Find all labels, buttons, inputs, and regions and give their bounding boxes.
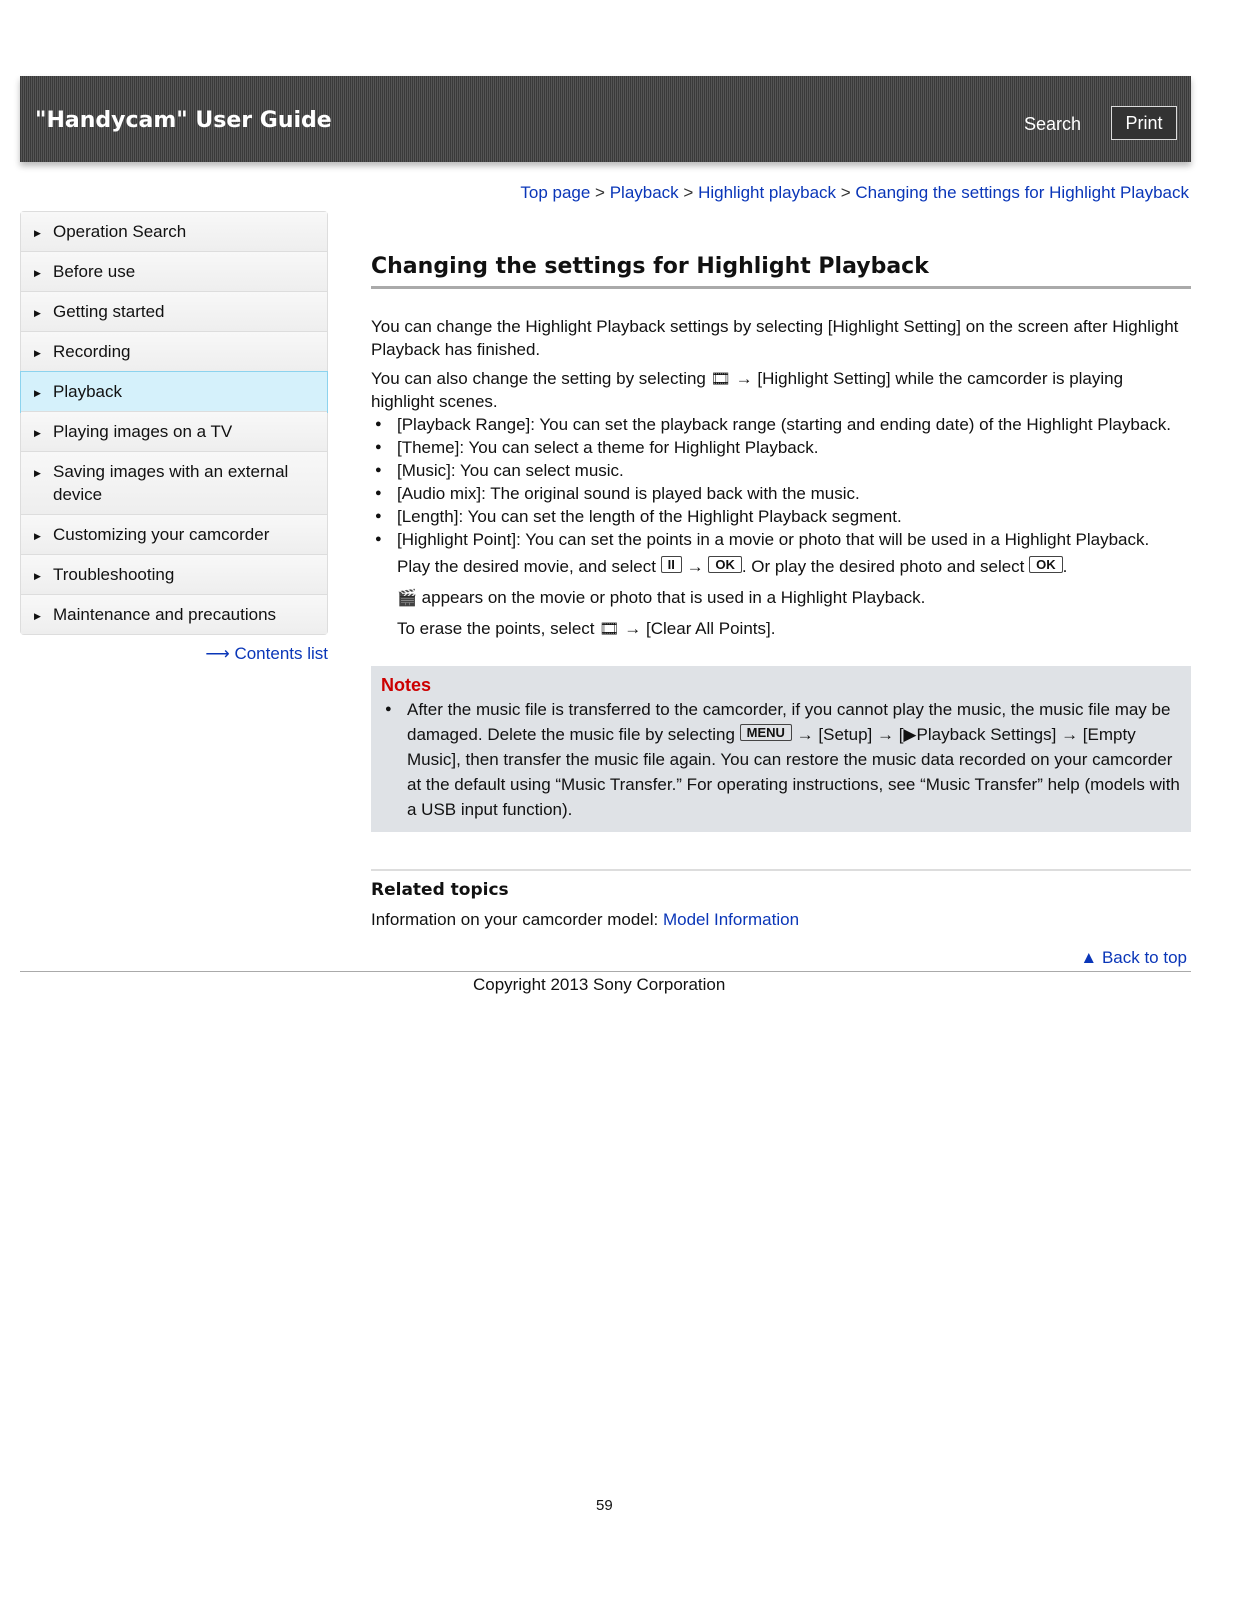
page-title: Changing the settings for Highlight Playback: [371, 255, 1191, 289]
arrow-icon: ▶: [34, 531, 41, 541]
arrow-icon: ▶: [34, 348, 41, 358]
sidebar-item[interactable]: ▶ Before use: [21, 252, 327, 292]
page-number: 59: [596, 1497, 613, 1514]
arrow-icon: ▶: [34, 228, 41, 238]
up-triangle-icon: ▲: [1080, 948, 1098, 967]
list-item: ● [Music]: You can select music.: [397, 459, 1191, 482]
arrow-icon: ▶: [34, 308, 41, 318]
sidebar-item[interactable]: ▶ Playing images on a TV: [21, 412, 327, 452]
breadcrumb-current[interactable]: Changing the settings for Highlight Playback: [855, 183, 1189, 202]
sidebar-item[interactable]: ▶ Operation Search: [21, 212, 327, 252]
main-content: [371, 255, 1191, 996]
intro-text-2: You can also change the setting by selecting 🎞 → [Highlight Setting] while the camcorder is playing highlight scenes.: [371, 369, 1124, 411]
related-title: Related topics: [371, 880, 509, 900]
arrow-icon: ▶: [34, 428, 41, 438]
highlight-point-detail: Play the desired movie, and select II → OK . Or play the desired photo and select OK . 🎬 appears on the movie or photo that is used in a Highlight Playback. To erase the points, select 🎞 → [Clear All Points].: [397, 557, 1068, 638]
breadcrumb: Top page > Playback > Highlight playback > Changing the settings for Highlight Playback: [520, 183, 1189, 202]
guide-title: "Handycam" User Guide: [35, 108, 332, 133]
settings-list: [371, 413, 1191, 551]
highlight-setting-icon: 🎞: [599, 621, 620, 638]
contents-list-link[interactable]: ⟶ Contents list: [205, 644, 328, 663]
sidebar-item[interactable]: ▶ Getting started: [21, 292, 327, 332]
notes-box: [371, 666, 1191, 832]
divider: [20, 971, 1191, 972]
breadcrumb-highlight[interactable]: Highlight playback: [698, 183, 837, 202]
list-item: ● [Audio mix]: The original sound is played back with the music.: [397, 482, 1191, 505]
notes-label: Notes: [381, 675, 432, 695]
list-item: ● [Length]: You can set the length of the Highlight Playback segment.: [397, 505, 1191, 528]
arrow-icon: ▶: [34, 571, 41, 581]
related-topics: Related topics Information on your camcorder model: Model Information: [371, 869, 1191, 931]
highlight-point-icon: 🎬: [397, 590, 417, 607]
arrow-icon: ▶: [34, 388, 41, 398]
back-to-top-link[interactable]: ▲ Back to top: [1080, 948, 1187, 967]
search-link[interactable]: Search: [1024, 114, 1082, 134]
breadcrumb-playback[interactable]: Playback: [609, 183, 679, 202]
breadcrumb-top[interactable]: Top page: [520, 183, 591, 202]
arrow-icon: ▶: [34, 611, 41, 621]
sidebar-item[interactable]: ▶ Maintenance and precautions: [21, 595, 327, 634]
arrow-icon: ▶: [34, 268, 41, 278]
intro-text: You can change the Highlight Playback settings by selecting [Highlight Setting] on the screen after Highlight Playback has finished.: [371, 317, 1179, 359]
arrow-right-icon: ⟶: [205, 644, 235, 663]
left-column: [20, 211, 328, 665]
sidebar-item[interactable]: ▶ Customizing your camcorder: [21, 515, 327, 555]
ok-icon: OK: [1029, 556, 1063, 573]
note-item: ● After the music file is transferred to the camcorder, if you cannot play the music, the music file may be damaged. Delete the music file by selecting MENU → [Setup] → [▶Playback Settings] → [Empty Music], then transfer the music file again. You can restore the music data recorded on your camcorder at the default using “Music Transfer.” For operating instructions, see “Music Transfer” help (models with a USB input function).: [407, 697, 1181, 822]
pause-icon: II: [661, 556, 682, 573]
model-information-link[interactable]: Model Information: [662, 910, 800, 929]
copyright: Copyright 2013 Sony Corporation: [473, 975, 726, 994]
sidebar-item[interactable]: ▶ Saving images with an external device: [21, 452, 327, 515]
list-item: ● [Theme]: You can select a theme for Highlight Playback.: [397, 436, 1191, 459]
header: [20, 76, 1191, 162]
sidebar-item-active[interactable]: ▶ Playback: [21, 372, 327, 412]
list-item: ● [Playback Range]: You can set the playback range (starting and ending date) of the Highlight Playback.: [397, 413, 1191, 436]
list-item: ● [Highlight Point]: You can set the points in a movie or photo that will be used in a Highlight Playback.: [397, 528, 1191, 551]
sidebar-item[interactable]: ▶ Troubleshooting: [21, 555, 327, 595]
arrow-icon: ▶: [34, 468, 41, 478]
highlight-setting-icon: 🎞: [710, 371, 731, 388]
menu-icon: MENU: [740, 724, 792, 741]
ok-icon: OK: [708, 556, 742, 573]
print-button[interactable]: Print: [1111, 106, 1177, 140]
sidebar-item[interactable]: ▶ Recording: [21, 332, 327, 372]
sidebar: [20, 211, 328, 635]
